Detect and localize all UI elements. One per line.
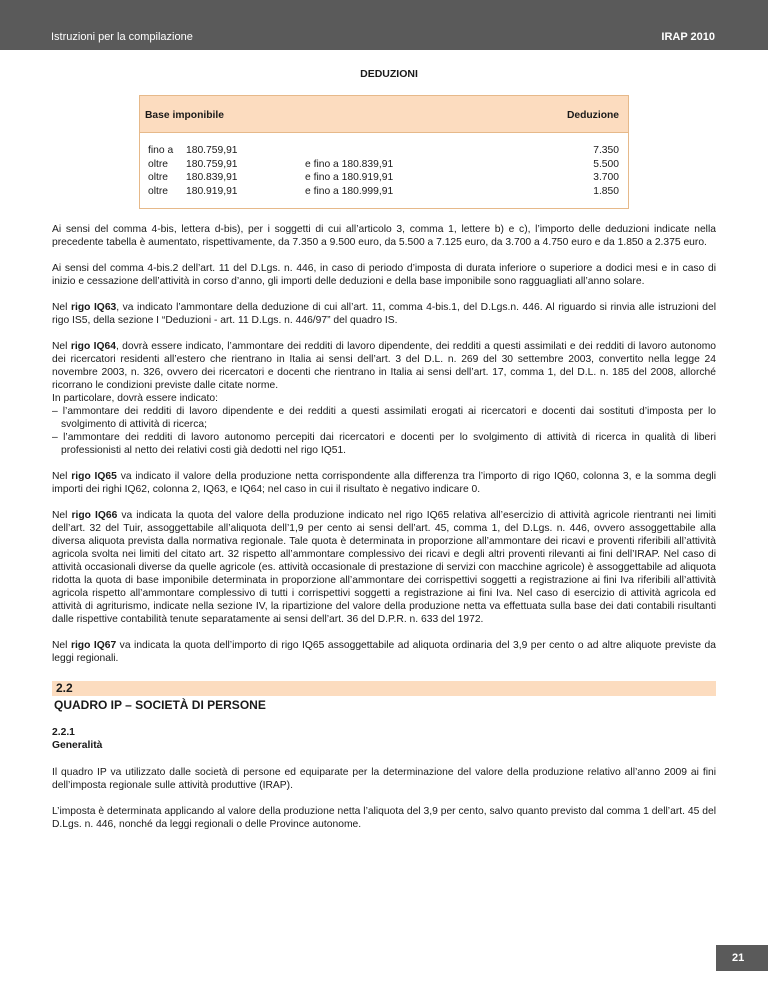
rigo-iq65: rigo IQ65 — [71, 471, 117, 482]
rigo-iq63: rigo IQ63 — [70, 302, 117, 313]
page-header — [0, 0, 768, 50]
rigo-iq66: rigo IQ66 — [71, 510, 118, 521]
row-from: 180.919,91 — [186, 185, 238, 197]
row-qualifier: oltre — [148, 158, 169, 170]
paragraph-comma-4bis: Ai sensi del comma 4-bis, lettera d-bis), per i soggetti di cui all’articolo 3, comma 1, lettere b) e c), l’importo delle deduzioni indicate nella precedente tabella è aumentato, rispettivamente, da 7.350 a 9.500 euro, da 5.500 a 7.125 euro, da 3.700 a 4.750 euro e da 1.850 a 2.375 euro. — [52, 224, 716, 248]
paragraph-comma-4bis2: Ai sensi del comma 4-bis.2 dell’art. 11 del D.Lgs. n. 446, in caso di periodo d’imposta di durata inferiore o superiore a dodici mesi e in caso di inizio e cessazione dell’attività in corso d’anno, gli importi delle deduzioni e della base imponibile sono ragguagliati all’anno solare. — [52, 263, 716, 287]
row-qualifier: oltre — [148, 172, 169, 183]
iq64-intro: In particolare, dovrà essere indicato: — [52, 393, 218, 404]
paragraph-iq66: Nel rigo IQ66 va indicata la quota del valore della produzione indicato nel rigo IQ65 relativa all’esercizio di attività agricole rientranti nei limiti dell’art. 32 del Tuir, assoggettabile all’aliquota dell’1,9 per cento ai sensi dell’art. 45, comma 1, del D.Lgs. n. 446, ovvero assoggettabile alla diversa aliquota prevista dalla normativa regionale. Tale quota è determinata in proporzione all’ammontare dei ricavi e proventi riferibili all’attività agricola svolta nei limiti del citato art. 32 rispetto all’ammontare complessivo dei ricavi e degli altri proventi rilevanti ai fini dell’IRAP. Nel caso di attività occasionali diverse da quelle agricole (es. attività occasionale di prestazione di servizi con macchine agricole) è assoggettabile ad aliquota ridotta la quota di base imponibile determinata in proporzione all’ammontare dei corrispettivi soggetti a registrazione ai fini Iva riferibili all’attività agricola rispetto all’ammontare complessivo di tutti i corrispettivi soggetti a registrazione ai fini Iva. Nel caso di esercizio di attività agricola ed attività di agriturismo, indicate nella sezione IV, la ripartizione del valore della produzione netta va effettuata sulla base dei dati contabili risultanti dalle rispettive contabilità tenute separatamente ai sensi dell’art. 36 del D.P.R. n. 633 del 1972. — [52, 510, 717, 625]
rigo-iq64: rigo IQ64 — [70, 341, 116, 352]
row-deduction: 3.700 — [593, 172, 619, 183]
section-number: 2.2 — [52, 681, 716, 696]
paragraph-iq65: Nel rigo IQ65 va indicato il valore della produzione netta corrispondente alla differenza tra l’importo di rigo IQ60, colonna 3, e la somma degli importi dei righi IQ62, colonna 2, IQ63, e IQ64; nel caso in cui il risultato è negativo indicare 0. — [52, 471, 717, 495]
deduzioni-table — [139, 95, 629, 209]
row-from: 180.759,91 — [186, 145, 238, 156]
page-number: 21 — [716, 945, 768, 971]
row-to: e fino a 180.839,91 — [305, 158, 394, 170]
row-from: 180.759,91 — [186, 158, 238, 170]
page-content — [52, 68, 716, 844]
row-to: e fino a 180.999,91 — [305, 185, 394, 197]
row-qualifier: fino a — [148, 145, 174, 156]
row-qualifier: oltre — [148, 185, 169, 197]
col-deduzione: Deduzione — [566, 110, 619, 121]
rigo-iq67: rigo IQ67 — [70, 640, 117, 651]
subsection-title: Generalità — [52, 740, 103, 751]
row-deduction: 1.850 — [593, 185, 619, 197]
paragraph-imposta: L’imposta è determinata applicando al valore della produzione netta l’aliquota del 3,9 per cento, salvo quanto previsto dal comma 1 dell’art. 45 del D.Lgs. n. 446, nonché da leggi regionali o delle Province autonome. — [52, 806, 716, 830]
header-right: IRAP 2010 — [661, 31, 715, 43]
table-row — [140, 144, 628, 158]
row-deduction: 5.500 — [593, 158, 619, 170]
table-row — [140, 185, 628, 199]
row-from: 180.839,91 — [186, 172, 238, 183]
row-to: e fino a 180.919,91 — [305, 172, 394, 183]
table-row — [140, 158, 628, 172]
paragraph-quadro-ip: Il quadro IP va utilizzato dalle società di persone ed equiparate per la determinazione del valore della produzione relativo all’anno 2009 ai fini dell’imposta regionale sulle attività produttive (IRAP). — [52, 767, 716, 791]
col-base-imponibile: Base imponibile — [145, 110, 224, 121]
row-deduction: 7.350 — [593, 145, 619, 156]
paragraph-iq67: Nel rigo IQ67 va indicata la quota dell’importo di rigo IQ65 assoggettabile ad aliquota ordinaria del 3,9 per cento o ad altre aliquote previste da leggi regionali. — [52, 640, 717, 664]
paragraph-iq64: Nel rigo IQ64, dovrà essere indicato, l’ammontare dei redditi di lavoro dipendente, dei redditi a questi assimilati e dei redditi di lavoro autonomo dei ricercatori residenti all’estero che rientrano in Italia ai sensi dell’art. 3 del D.L. n. 269 del 30 settembre 2003, convertito nella legge 24 novembre 2003, n. 326, ovvero dei ricercatori e docenti che rientrano in Italia ai sensi dell’art. 17, comma 1, del D.L. n. 185 del 2008, allorché ricorrano le condizioni previste dalle citate norme. In particolare, dovrà essere indicato: – l’ammontare dei redditi di lavoro dipendente e dei redditi a questi assimilati erogati ai ricercatori e docenti dai sostituti d’imposta per lo svolgimento di attività di ricerca; – l’ammontare dei redditi di lavoro autonomo percepiti dai ricercatori e docenti per lo svolgimento di attività di ricerca in qualità di liberi professionisti al netto dei relativi costi già dedotti nel rigo IQ51. — [52, 341, 716, 456]
table-header — [140, 96, 628, 133]
table-row — [140, 171, 628, 185]
section-title: QUADRO IP – SOCIETÀ DI PERSONE — [54, 698, 266, 712]
iq64-dash-2: – l’ammontare dei redditi di lavoro autonomo percepiti dai ricercatori e docenti per lo svolgimento di attività di ricerca in qualità di liberi professionisti al netto dei relativi costi già dedotti nel rigo IQ51. — [52, 432, 716, 456]
deduzioni-title: DEDUZIONI — [360, 68, 418, 80]
iq64-dash-1: – l’ammontare dei redditi di lavoro dipendente e dei redditi a questi assimilati erogati ai ricercatori e docenti dai sostituti d’imposta per lo svolgimento di attività di ricerca; — [52, 406, 716, 430]
subsection-number: 2.2.1 — [52, 727, 75, 738]
header-left: Istruzioni per la compilazione — [51, 31, 193, 43]
paragraph-iq63: Nel rigo IQ63, va indicato l’ammontare della deduzione di cui all’art. 11, comma 4-bis.1, del D.Lgs.n. 446. Al riguardo si rinvia alle istruzioni del rigo IS5, della sezione I “Deduzioni - art. 11 D.Lgs. n. 446/97” del quadro IS. — [52, 302, 717, 326]
